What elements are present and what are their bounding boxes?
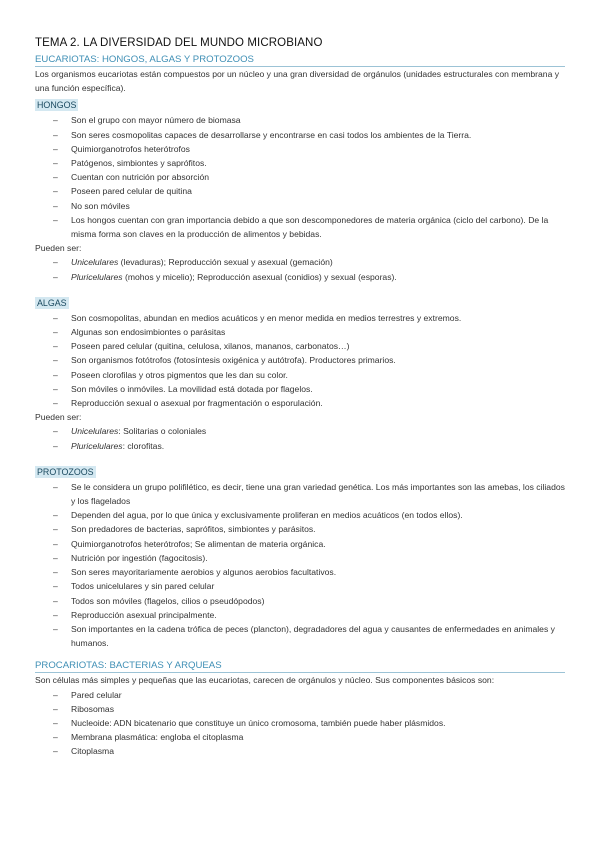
list-item: – Ribosomas <box>35 702 565 716</box>
list-item: – Membrana plasmática: engloba el citoplasma <box>35 730 565 744</box>
hongos-list <box>35 113 565 241</box>
subheading-protozoos: PROTOZOOS <box>37 466 94 477</box>
list-item: – Pared celular <box>35 688 565 702</box>
list-item: – Son cosmopolitas, abundan en medios acuáticos y en menor medida en medios terrestres y extremos. <box>35 311 565 325</box>
algas-tipos-list <box>35 424 565 452</box>
protozoos-list <box>35 480 565 650</box>
section-heading-eucariotas: EUCARIOTAS: HONGOS, ALGAS Y PROTOZOOS <box>35 53 565 67</box>
list-item: – Patógenos, simbiontes y saprófitos. <box>35 156 565 170</box>
list-item: – Poseen pared celular (quitina, celulosa, xilanos, mananos, carbonatos…) <box>35 339 565 353</box>
term: Unicelulares <box>71 426 119 437</box>
list-item: – Los hongos cuentan con gran importancia debido a que son descomponedores de materia orgánica (ciclo del carbono). De la misma forma son claves en la producción de alimentos y bebidas. <box>35 213 565 241</box>
list-item: – Nucleoide: ADN bicatenario que constituye un único cromosoma, también puede haber plásmidos. <box>35 716 565 730</box>
list-item: – Son importantes en la cadena trófica de peces (plancton), degradadores del agua y causantes de enfermedades en animales y humanos. <box>35 622 565 650</box>
list-item: – Son el grupo con mayor número de biomasa <box>35 113 565 127</box>
subheading-algas: ALGAS <box>37 297 67 308</box>
procariotas-list <box>35 688 565 759</box>
algas-list <box>35 311 565 410</box>
term: Unicelulares <box>71 257 119 268</box>
list-item: – Todos unicelulares y sin pared celular <box>35 579 565 593</box>
list-item: – Nutrición por ingestión (fagocitosis). <box>35 551 565 565</box>
list-item: – Unicelulares: Solitarias o coloniales <box>35 424 565 438</box>
list-item: – Son organismos fotótrofos (fotosíntesis oxigénica y autótrofa). Productores primarios. <box>35 353 565 367</box>
hongos-tipos-list <box>35 255 565 283</box>
list-item: – Poseen pared celular de quitina <box>35 184 565 198</box>
procariotas-intro: Son células más simples y pequeñas que las eucariotas, carecen de orgánulos y núcleo. Sus componentes básicos son: <box>35 675 495 686</box>
subheading-hongos: HONGOS <box>37 100 77 111</box>
list-item: – Dependen del agua, por lo que única y exclusivamente proliferan en medios acuáticos (en todos ellos). <box>35 508 565 522</box>
list-item: – Pluricelulares (mohos y micelio); Reproducción asexual (conidios) y sexual (esporas). <box>35 270 565 284</box>
list-item: – Son seres cosmopolitas capaces de desarrollarse y encontrarse en casi todos los ambientes de la Tierra. <box>35 128 565 142</box>
document-page <box>35 36 565 759</box>
term: Pluricelulares <box>71 271 123 282</box>
page-title: TEMA 2. LA DIVERSIDAD DEL MUNDO MICROBIANO <box>35 37 323 49</box>
hongos-pueden-ser: Pueden ser: <box>35 243 82 254</box>
list-item: – Algunas son endosimbiontes o parásitas <box>35 325 565 339</box>
list-item: – Son móviles o inmóviles. La movilidad está dotada por flagelos. <box>35 382 565 396</box>
list-item: – Se le considera un grupo polifilético, es decir, tiene una gran variedad genética. Los más importantes son las amebas, los ciliados y los flagelados <box>35 480 565 508</box>
list-item: – Quimiorganotrofos heterótrofos; Se alimentan de materia orgánica. <box>35 537 565 551</box>
list-item: – Cuentan con nutrición por absorción <box>35 170 565 184</box>
list-item: – Todos son móviles (flagelos, cilios o pseudópodos) <box>35 594 565 608</box>
list-item: – Son seres mayoritariamente aerobios y algunos aerobios facultativos. <box>35 565 565 579</box>
list-item: – Poseen clorofilas y otros pigmentos que les dan su color. <box>35 368 565 382</box>
list-item: – Citoplasma <box>35 744 565 758</box>
list-item: – Pluricelulares: clorofitas. <box>35 439 565 453</box>
eucariotas-intro: Los organismos eucariotas están compuestos por un núcleo y una gran diversidad de orgánulos (unidades estructurales con membrana y una función específica). <box>35 69 560 94</box>
list-item: – Reproducción asexual principalmente. <box>35 608 565 622</box>
list-item: – No son móviles <box>35 199 565 213</box>
list-item: – Quimiorganotrofos heterótrofos <box>35 142 565 156</box>
section-heading-procariotas: PROCARIOTAS: BACTERIAS Y ARQUEAS <box>35 659 565 673</box>
list-item: – Unicelulares (levaduras); Reproducción sexual y asexual (gemación) <box>35 255 565 269</box>
list-item: – Reproducción sexual o asexual por fragmentación o esporulación. <box>35 396 565 410</box>
list-item: – Son predadores de bacterias, saprófitos, simbiontes y parásitos. <box>35 522 565 536</box>
algas-pueden-ser: Pueden ser: <box>35 412 82 423</box>
term: Pluricelulares <box>71 440 123 451</box>
